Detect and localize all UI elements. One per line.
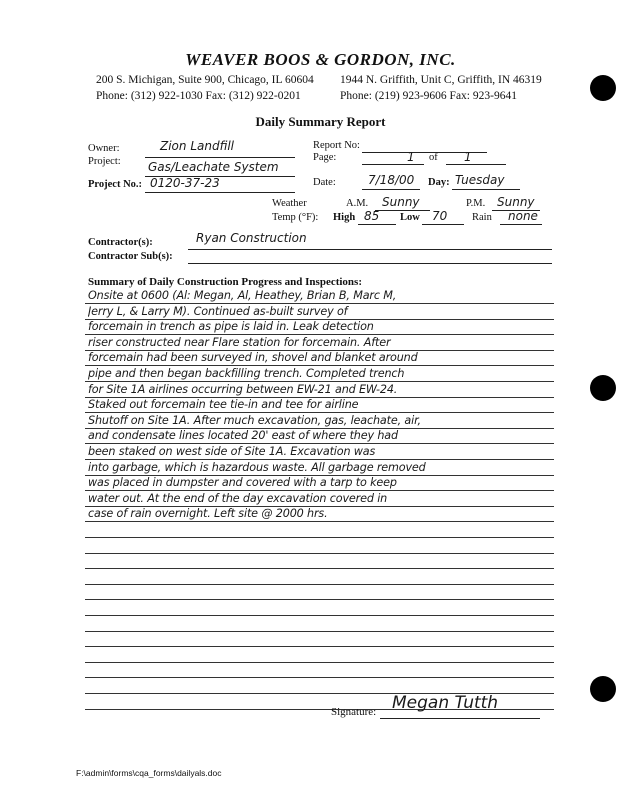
- low-line: [422, 224, 464, 225]
- owner-value[interactable]: Zion Landfill: [160, 139, 234, 153]
- page-label: Page:: [313, 152, 337, 163]
- date-value[interactable]: 7/18/00: [368, 173, 415, 187]
- contractor-label: Contractor(s):: [88, 237, 153, 248]
- summary-line[interactable]: was placed in dumpster and covered with a tarp to keep: [88, 476, 397, 489]
- report-title: Daily Summary Report: [255, 114, 386, 129]
- contractor-sub-line: [188, 263, 552, 264]
- of-label: of: [429, 152, 438, 163]
- project-value[interactable]: Gas/Leachate System: [148, 160, 279, 174]
- signature-line: [380, 718, 540, 719]
- owner-label: Owner:: [88, 143, 120, 154]
- report-no-label: Report No:: [313, 140, 360, 151]
- summary-rule: [85, 490, 554, 491]
- project-no-label: Project No.:: [88, 179, 143, 190]
- summary-line[interactable]: riser constructed near Flare station for forcemain. After: [88, 336, 391, 349]
- summary-rule: [85, 677, 554, 678]
- summary-rule: [85, 599, 554, 600]
- high-line: [358, 224, 396, 225]
- summary-rule: [85, 365, 554, 366]
- phone-chicago: Phone: (312) 922-1030 Fax: (312) 922-0201: [96, 90, 301, 102]
- am-line: [375, 210, 430, 211]
- of-value[interactable]: 1: [464, 150, 472, 164]
- summary-rule: [85, 443, 554, 444]
- summary-line[interactable]: case of rain overnight. Left site @ 2000 hrs.: [88, 507, 328, 520]
- rain-line: [500, 224, 542, 225]
- summary-line[interactable]: water out. At the end of the day excavation covered in: [88, 492, 388, 505]
- contractor-line: [188, 249, 552, 250]
- binder-hole-top: [590, 75, 616, 101]
- binder-hole-bottom: [590, 676, 616, 702]
- summary-rule: [85, 646, 554, 647]
- day-line: [452, 189, 520, 190]
- phone-griffith: Phone: (219) 923-9606 Fax: 923-9641: [340, 90, 517, 102]
- page-line: [362, 164, 424, 165]
- summary-rule: [85, 584, 554, 585]
- summary-line[interactable]: forcemain had been surveyed in, shovel and blanket around: [88, 351, 418, 364]
- page-value[interactable]: 1: [407, 150, 415, 164]
- summary-line[interactable]: into garbage, which is hazardous waste. All garbage removed: [88, 461, 426, 474]
- summary-rule: [85, 568, 554, 569]
- of-line: [446, 164, 506, 165]
- summary-rule: [85, 459, 554, 460]
- day-label: Day:: [428, 177, 450, 188]
- pm-label: P.M.: [466, 198, 486, 209]
- summary-line[interactable]: for Site 1A airlines occurring between EW-21 and EW-24.: [88, 383, 398, 396]
- weather-label: Weather: [272, 198, 307, 209]
- high-label: High: [333, 212, 356, 223]
- low-label: Low: [400, 212, 420, 223]
- day-value[interactable]: Tuesday: [455, 173, 505, 187]
- pm-value[interactable]: Sunny: [497, 195, 535, 209]
- summary-line[interactable]: forcemain in trench as pipe is laid in. Leak detection: [88, 320, 374, 333]
- summary-rule: [85, 412, 554, 413]
- date-label: Date:: [313, 177, 336, 188]
- summary-rule: [85, 381, 554, 382]
- binder-hole-middle: [590, 375, 616, 401]
- temp-label: Temp (°F):: [272, 212, 319, 223]
- summary-rule: [85, 334, 554, 335]
- summary-rule: [85, 662, 554, 663]
- summary-line[interactable]: Staked out forcemain tee tie-in and tee for airline: [88, 398, 359, 411]
- low-value[interactable]: 70: [432, 209, 448, 223]
- summary-line[interactable]: Jerry L, & Larry M). Continued as-built survey of: [88, 305, 348, 318]
- signature-value: Megan Tutth: [392, 693, 499, 713]
- date-line: [362, 189, 420, 190]
- summary-rule: [85, 631, 554, 632]
- summary-rule: [85, 553, 554, 554]
- signature-label: Signature:: [331, 706, 377, 718]
- summary-rule: [85, 615, 554, 616]
- company-name: WEAVER BOOS & GORDON, INC.: [185, 50, 456, 69]
- project-no-line: [145, 192, 295, 193]
- address-chicago: 200 S. Michigan, Suite 900, Chicago, IL 60604: [96, 74, 314, 86]
- summary-line[interactable]: pipe and then began backfilling trench. Completed trench: [88, 367, 405, 380]
- owner-line: [145, 157, 295, 158]
- file-path: F:\admin\forms\cqa_forms\dailyals.doc: [76, 768, 222, 778]
- summary-line[interactable]: been staked on west side of Site 1A. Excavation was: [88, 445, 376, 458]
- rain-value[interactable]: none: [508, 209, 538, 223]
- high-value[interactable]: 85: [364, 209, 380, 223]
- summary-line[interactable]: and condensate lines located 20' east of where they had: [88, 429, 398, 442]
- summary-title: Summary of Daily Construction Progress and Inspections:: [88, 276, 362, 288]
- address-griffith: 1944 N. Griffith, Unit C, Griffith, IN 46319: [340, 74, 542, 86]
- project-label: Project:: [88, 156, 121, 167]
- rain-label: Rain: [472, 212, 492, 223]
- summary-line[interactable]: Shutoff on Site 1A. After much excavation, gas, leachate, air,: [88, 414, 421, 427]
- contractor-sub-label: Contractor Sub(s):: [88, 251, 173, 262]
- summary-rule: [85, 521, 554, 522]
- project-no-value[interactable]: 0120-37-23: [150, 176, 220, 190]
- summary-line[interactable]: Onsite at 0600 (Al: Megan, Al, Heathey, Brian B, Marc M,: [88, 289, 397, 302]
- am-label: A.M.: [346, 198, 369, 209]
- summary-rule: [85, 303, 554, 304]
- contractor-value[interactable]: Ryan Construction: [196, 231, 307, 245]
- am-value[interactable]: Sunny: [382, 195, 420, 209]
- summary-rule: [85, 537, 554, 538]
